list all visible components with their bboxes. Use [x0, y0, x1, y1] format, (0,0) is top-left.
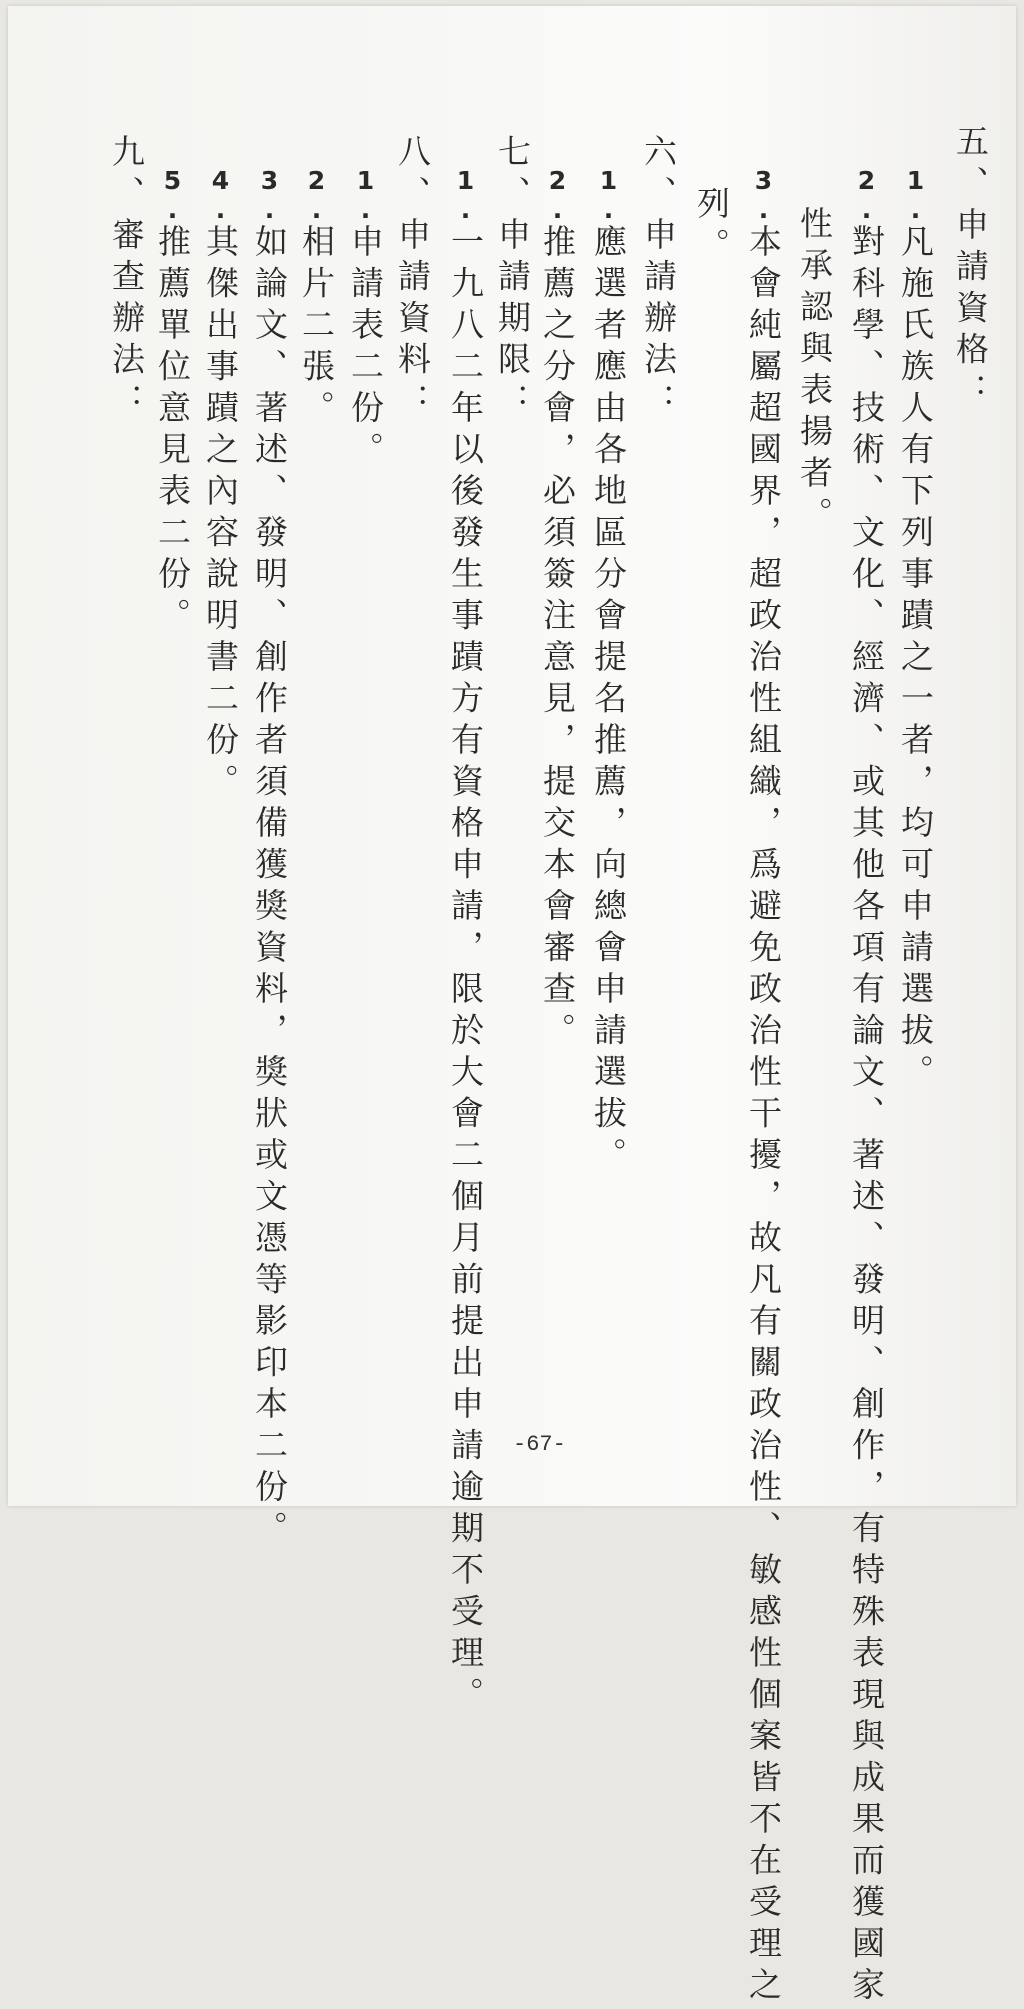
section-eight-heading: 八、申請資料：: [393, 134, 432, 425]
item-number: 2.: [543, 166, 572, 224]
section-eight-item-3: [251, 166, 287, 1552]
section-six-item-1: [590, 166, 626, 1179]
item-number: 1.: [901, 166, 930, 224]
section-eight-item-1: [347, 166, 383, 473]
item-number: 1.: [351, 166, 380, 224]
item-text: 一九八二年以後發生事蹟方有資格申請，限於大會二個月前提出申請逾期不受理。: [446, 224, 485, 1718]
item-text: 申請表二份。: [346, 224, 385, 473]
item-number: 2.: [302, 166, 331, 224]
page-number: -67-: [513, 1432, 566, 1457]
section-eight-item-5: [154, 166, 190, 639]
section-five-heading: 五、申請資格：: [951, 124, 990, 415]
document-page: [8, 6, 1016, 2009]
item-number: 5.: [158, 166, 187, 224]
section-five-item-3: [745, 166, 781, 2009]
section-five-item-1: [897, 166, 933, 1096]
item-text: 推薦單位意見表二份。: [153, 224, 192, 639]
item-text: 凡施氏族人有下列事蹟之一者，均可申請選拔。: [896, 224, 935, 1096]
item-text: 相片二張。: [297, 224, 336, 432]
item-text: 本會純屬超國界，超政治性組織，爲避免政治性干擾，故凡有關政治性、敏感性個案皆不在受理之: [744, 224, 783, 2009]
section-eight-item-4: [202, 166, 238, 805]
item-number: 1.: [451, 166, 480, 224]
item-text: 對科學、技術、文化、經濟、或其他各項有論文、著述、發明、創作，有特殊表現與成果而獲國家: [847, 224, 886, 2009]
section-seven-heading: 七、申請期限：: [493, 134, 532, 425]
section-six-item-2: [539, 166, 575, 1054]
section-seven-item-1: [447, 166, 483, 1718]
section-nine-heading: 九、審查辦法：: [107, 134, 146, 425]
item-number: 2.: [852, 166, 881, 224]
item-number: 1.: [594, 166, 623, 224]
item-number: 4.: [206, 166, 235, 224]
item-text: 其傑出事蹟之內容說明書二份。: [201, 224, 240, 805]
section-eight-item-2: [298, 166, 334, 432]
item-text: 應選者應由各地區分會提名推薦，向總會申請選拔。: [589, 224, 628, 1179]
section-six-heading: 六、申請辦法：: [639, 134, 678, 425]
item-text: 推薦之分會，必須簽注意見，提交本會審查。: [538, 224, 577, 1054]
item-text: 如論文、著述、發明、創作者須備獲獎資料，獎狀或文憑等影印本二份。: [250, 224, 289, 1552]
section-five-item-2-continued: 性承認與表揚者。: [795, 206, 834, 538]
section-five-item-3-continued: 列。: [692, 186, 731, 269]
item-number: 3.: [749, 166, 778, 224]
item-number: 3.: [255, 166, 284, 224]
section-five-item-2: [848, 166, 884, 2009]
